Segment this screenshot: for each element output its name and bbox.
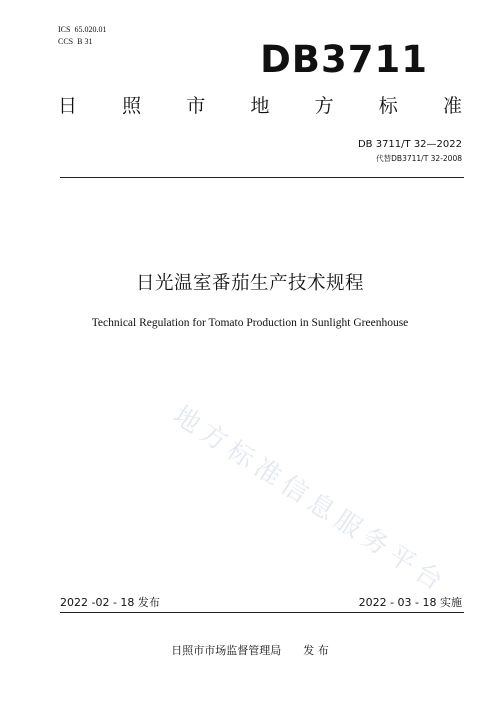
issue-date: 2022 -02 - 18 发布 <box>60 596 160 609</box>
standard-type-char: 地 <box>250 95 270 117</box>
standard-type-char: 照 <box>122 95 142 117</box>
title-english: Technical Regulation for Tomato Production in Sunlight Greenhouse <box>91 317 409 329</box>
watermark: 地方标准信息服务平台 <box>167 400 453 600</box>
title-chinese: 日光温室番茄生产技术规程 <box>135 273 364 294</box>
ics-value: 65.020.01 <box>74 25 107 34</box>
ics-label: ICS <box>58 25 71 34</box>
ics-code <box>58 25 110 35</box>
bottom-divider <box>60 612 464 613</box>
publisher-name: 日照市市场监督管理局 <box>171 644 282 657</box>
standard-type-heading <box>58 94 462 118</box>
top-divider <box>60 177 464 178</box>
ccs-code <box>58 37 96 47</box>
standard-type-char: 方 <box>314 95 334 117</box>
standard-type-char: 日 <box>58 95 78 117</box>
standard-type-char: 市 <box>186 95 206 117</box>
standard-type-char: 标 <box>378 95 398 117</box>
publisher-action: 发 布 <box>303 644 329 657</box>
ccs-value: B 31 <box>77 37 93 46</box>
standard-type-char: 准 <box>442 95 462 117</box>
implementation-date: 2022 - 03 - 18 实施 <box>358 596 462 609</box>
publisher-line <box>0 644 500 657</box>
standard-number: DB 3711/T 32—2022 <box>357 139 462 150</box>
db-code-logo: DB3711 <box>260 38 428 81</box>
replaces-standard: 代替DB3711/T 32-2008 <box>376 154 462 163</box>
ccs-label: CCS <box>58 37 74 46</box>
